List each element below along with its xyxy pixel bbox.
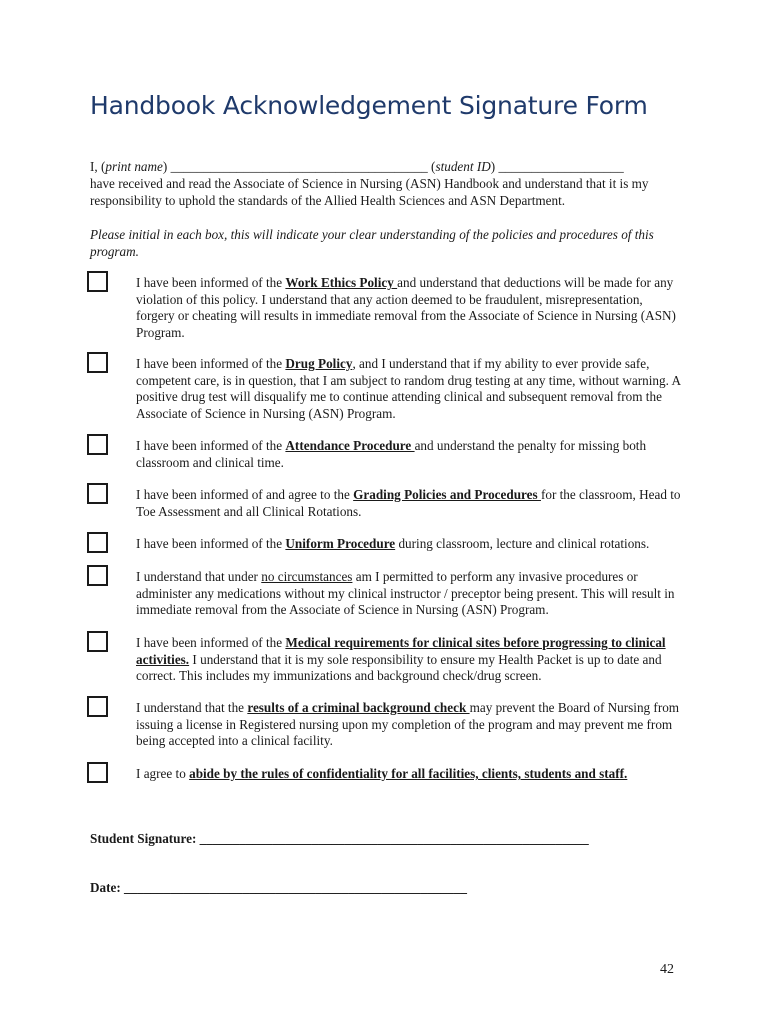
item-text-post: am I permitted to perform any invasive procedures or administer any medications without my clinical instructor / preceptor being present. This will result in immediate removal from the Associate of Science in Nursing (ASN) Program. — [136, 569, 675, 617]
item-text-pre: I agree to — [136, 766, 190, 781]
intro-text: have received and read the Associate of Science in Nursing (ASN) Handbook and understand that it is my responsibility to uphold the standards of the Allied Health Sciences and ASN Department. — [90, 176, 649, 208]
initial-checkbox[interactable] — [87, 631, 108, 652]
initial-checkbox[interactable] — [87, 352, 108, 373]
item-text-pre: I understand that the — [136, 700, 248, 715]
item-text — [136, 536, 684, 553]
item-policy-name: Uniform Procedure — [285, 536, 396, 551]
item-text-post: I understand that it is my sole responsibility to ensure my Health Packet is up to date and correct. This includes my immunizations and background check/drug screen. — [136, 651, 662, 683]
intro-prefix: I, ( — [90, 159, 106, 174]
initial-checkbox[interactable] — [87, 565, 108, 586]
item-policy-name: Drug Policy — [285, 356, 353, 371]
item-text — [136, 487, 684, 520]
intro-paragraph — [90, 158, 690, 209]
item-policy-name: abide by the rules of confidentiality for all facilities, clients, students and staff. — [189, 766, 628, 781]
item-text — [136, 356, 684, 422]
student-signature-line[interactable]: Student Signature: ___________________________________________________________ — [90, 831, 589, 846]
item-text-post: during classroom, lecture and clinical rotations. — [395, 536, 650, 551]
initial-checkbox[interactable] — [87, 696, 108, 717]
print-name-blank[interactable]: ) _______________________________________ ( — [162, 159, 436, 174]
item-text-pre: I understand that under — [136, 569, 262, 584]
item-policy-name: results of a criminal background check — [247, 700, 470, 715]
item-text-post: and understand the penalty for missing both classroom and clinical time. — [136, 438, 647, 470]
item-text — [136, 275, 684, 341]
item-policy-name: Work Ethics Policy — [285, 275, 398, 290]
item-text — [136, 438, 684, 471]
item-text-pre: I have been informed of and agree to the — [136, 487, 354, 502]
instruction-text: Please initial in each box, this will indicate your clear understanding of the policies and procedures of this program. — [90, 227, 654, 259]
item-text-post: may prevent the Board of Nursing from issuing a license in Registered nursing upon my completion of the program and may prevent me from being accepted into a clinical facility. — [136, 700, 680, 748]
item-policy-name: Grading Policies and Procedures — [353, 487, 541, 502]
initial-checkbox[interactable] — [87, 532, 108, 553]
item-text-pre: I have been informed of the — [136, 356, 286, 371]
item-text-pre: I have been informed of the — [136, 635, 286, 650]
page-number: 42 — [660, 962, 674, 977]
student-id-blank[interactable]: ) ___________________ — [490, 159, 624, 174]
item-text-pre: I have been informed of the — [136, 275, 286, 290]
item-text-pre: I have been informed of the — [136, 536, 286, 551]
item-text-post: , and I understand that if my ability to ever provide safe, competent care, is in question, that I am subject to random drug testing at any time, without warning. A positive drug test will disqualify me to continue attending clinical and subsequent removal from the Associate of Science in Nursing (ASN) Program. — [136, 356, 681, 421]
name-id-line — [90, 158, 690, 175]
item-text — [136, 635, 684, 685]
item-text — [136, 766, 684, 783]
item-text-post: and understand that deductions will be made for any violation of this policy. I understand that any action deemed to be fraudulent, misrepresentation, forgery or cheating will results in immediate removal from the Associate of Science in Nursing (ASN) Program. — [136, 275, 676, 340]
item-text-post: for the classroom, Head to Toe Assessment and all Clinical Rotations. — [136, 487, 681, 519]
initial-checkbox[interactable] — [87, 483, 108, 504]
item-policy-name: Medical requirements for clinical sites before progressing to clinical activities. — [136, 635, 666, 667]
student-id-label: student ID — [435, 159, 491, 174]
initial-checkbox[interactable] — [87, 762, 108, 783]
initial-checkbox[interactable] — [87, 271, 108, 292]
item-policy-name: Attendance Procedure — [285, 438, 415, 453]
print-name-label: print name — [105, 159, 163, 174]
item-emphasis: no circumstances — [261, 569, 353, 584]
date-line[interactable]: Date: ____________________________________________________ — [90, 880, 467, 895]
item-text — [136, 569, 684, 619]
item-text — [136, 700, 684, 750]
item-text-pre: I have been informed of the — [136, 438, 286, 453]
page-title: Handbook Acknowledgement Signature Form — [90, 91, 648, 120]
initial-checkbox[interactable] — [87, 434, 108, 455]
